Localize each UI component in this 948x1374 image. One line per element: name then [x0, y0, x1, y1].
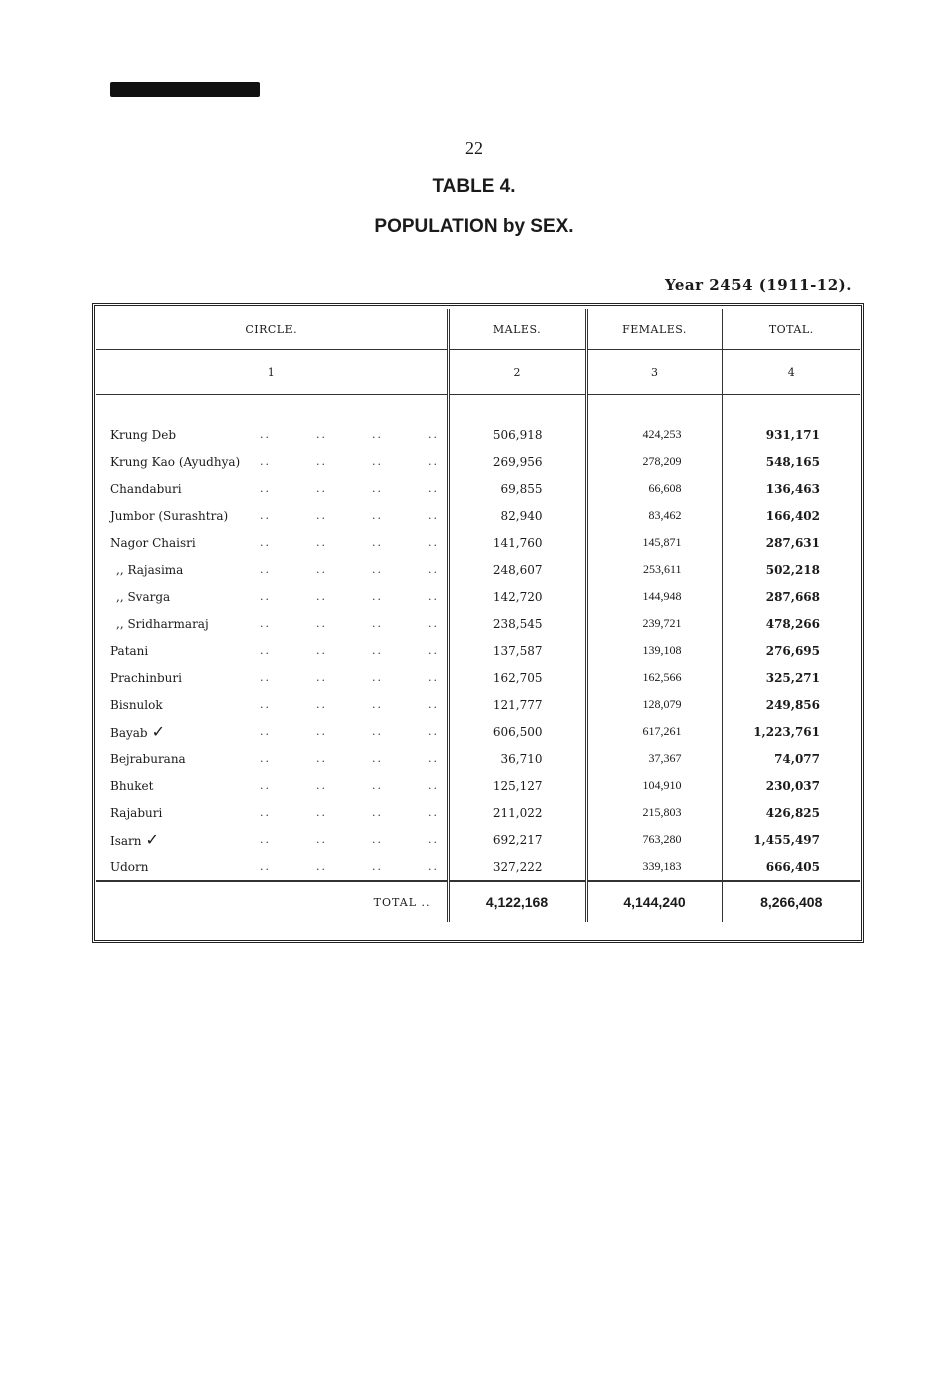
- females-cell: 162,566: [586, 664, 722, 691]
- circle-cell: [96, 556, 448, 583]
- females-cell: 424,253: [586, 421, 722, 448]
- table-row: [96, 691, 860, 718]
- circle-cell: [96, 826, 448, 853]
- males-cell: 36,710: [448, 745, 586, 772]
- leader-dots: .. .. .. ..: [260, 698, 439, 711]
- leader-dots: .. .. .. ..: [260, 725, 439, 738]
- table-row: [96, 583, 860, 610]
- check-mark-icon: ✓: [151, 722, 165, 741]
- table-row: [96, 637, 860, 664]
- males-cell: 269,956: [448, 448, 586, 475]
- leader-dots: .. .. .. ..: [260, 806, 439, 819]
- circle-cell: [96, 637, 448, 664]
- males-cell: 506,918: [448, 421, 586, 448]
- leader-dots: .. .. .. ..: [260, 617, 439, 630]
- circle-cell: [96, 448, 448, 475]
- table-row: [96, 421, 860, 448]
- table-body: [96, 421, 860, 881]
- year-label: Year 2454 (1911-12).: [664, 276, 852, 294]
- circle-name: Nagor Chaisri: [110, 535, 196, 550]
- leader-dots: .. .. .. ..: [260, 482, 439, 495]
- males-cell: 248,607: [448, 556, 586, 583]
- circle-cell: [96, 475, 448, 502]
- females-cell: 278,209: [586, 448, 722, 475]
- circle-name: Prachinburi: [110, 670, 182, 685]
- leader-dots: .. .. .. ..: [260, 590, 439, 603]
- check-mark-icon: ✓: [145, 830, 159, 849]
- circle-cell: [96, 718, 448, 745]
- circle-name: Bejraburana: [110, 751, 186, 766]
- leader-dots: .. .. .. ..: [260, 860, 439, 873]
- leader-dots: .. .. .. ..: [260, 455, 439, 468]
- total-cell: 230,037: [765, 778, 820, 793]
- total-cell: 276,695: [765, 643, 820, 658]
- redacted-header-mark: [110, 82, 260, 97]
- males-cell: 162,705: [448, 664, 586, 691]
- col-header-males: MALES.: [448, 309, 586, 350]
- males-cell: 211,022: [448, 799, 586, 826]
- circle-name: Bayab: [110, 726, 148, 740]
- leader-dots: .. .. .. ..: [260, 536, 439, 549]
- circle-cell: [96, 691, 448, 718]
- table-row: [96, 610, 860, 637]
- circle-cell: [96, 502, 448, 529]
- table-row: [96, 556, 860, 583]
- males-cell: 142,720: [448, 583, 586, 610]
- total-cell: 931,171: [765, 427, 820, 442]
- total-cell: 1,455,497: [753, 832, 820, 847]
- males-cell: 69,855: [448, 475, 586, 502]
- column-number-row: [96, 350, 860, 395]
- circle-name: ,, Sridharmaraj: [116, 616, 209, 631]
- circle-cell: [96, 799, 448, 826]
- circle-cell: [96, 610, 448, 637]
- leader-dots: .. .. .. ..: [260, 671, 439, 684]
- leader-dots: .. .. .. ..: [260, 428, 439, 441]
- circle-name: Krung Kao (Ayudhya): [110, 454, 241, 469]
- females-cell: 128,079: [586, 691, 722, 718]
- females-cell: 339,183: [586, 853, 722, 881]
- table-row: [96, 475, 860, 502]
- table-row: [96, 799, 860, 826]
- total-cell: 1,223,761: [753, 724, 820, 739]
- circle-cell: [96, 772, 448, 799]
- females-cell: 83,462: [586, 502, 722, 529]
- females-cell: 763,280: [586, 826, 722, 853]
- circle-cell: [96, 529, 448, 556]
- total-cell: 478,266: [765, 616, 820, 631]
- circle-cell: [96, 583, 448, 610]
- table-row: [96, 745, 860, 772]
- total-cell: 325,271: [765, 670, 820, 685]
- males-cell: 327,222: [448, 853, 586, 881]
- females-cell: 66,608: [586, 475, 722, 502]
- females-cell: 139,108: [586, 637, 722, 664]
- page-number: 22: [465, 138, 483, 158]
- males-cell: 692,217: [448, 826, 586, 853]
- total-cell: 249,856: [765, 697, 820, 712]
- females-cell: 253,611: [586, 556, 722, 583]
- females-cell: 215,803: [586, 799, 722, 826]
- spacer-row: [96, 395, 860, 422]
- circle-name: Patani: [110, 643, 149, 658]
- females-cell: 617,261: [586, 718, 722, 745]
- leader-dots: .. .. .. ..: [260, 833, 439, 846]
- circle-name: Udorn: [110, 859, 149, 874]
- col-number-1: 1: [96, 350, 448, 395]
- circle-name: Krung Deb: [110, 427, 177, 442]
- table-row: [96, 772, 860, 799]
- males-cell: 238,545: [448, 610, 586, 637]
- circle-name: ,, Svarga: [116, 589, 171, 604]
- total-cell: 136,463: [765, 481, 820, 496]
- col-number-2: 2: [448, 350, 586, 395]
- males-cell: 82,940: [448, 502, 586, 529]
- females-cell: 104,910: [586, 772, 722, 799]
- females-cell: 145,871: [586, 529, 722, 556]
- table-row: [96, 826, 860, 853]
- total-cell: 666,405: [765, 859, 820, 874]
- total-cell: 502,218: [765, 562, 820, 577]
- table-subtitle: POPULATION by SEX.: [374, 216, 574, 237]
- circle-name: Isarn: [110, 834, 142, 848]
- total-males: 4,122,168: [448, 881, 586, 922]
- total-row: [96, 881, 860, 922]
- circle-cell: [96, 853, 448, 881]
- males-cell: 606,500: [448, 718, 586, 745]
- total-females: 4,144,240: [586, 881, 722, 922]
- table-row: [96, 853, 860, 881]
- circle-name: Chandaburi: [110, 481, 182, 496]
- total-cell: 548,165: [765, 454, 820, 469]
- females-cell: 37,367: [586, 745, 722, 772]
- table-row: [96, 529, 860, 556]
- total-cell: 74,077: [774, 751, 820, 766]
- leader-dots: .. .. .. ..: [260, 752, 439, 765]
- table-title: TABLE 4.: [432, 176, 516, 197]
- col-header-total: TOTAL.: [722, 309, 860, 350]
- population-table: [96, 309, 860, 922]
- total-cell: 166,402: [765, 508, 820, 523]
- total-cell: 426,825: [765, 805, 820, 820]
- leader-dots: .. .. .. ..: [260, 644, 439, 657]
- circle-cell: [96, 664, 448, 691]
- leader-dots: .. .. .. ..: [260, 509, 439, 522]
- table-row: [96, 664, 860, 691]
- males-cell: 121,777: [448, 691, 586, 718]
- leader-dots: .. .. .. ..: [260, 779, 439, 792]
- col-number-4: 4: [722, 350, 860, 395]
- circle-name: Rajaburi: [110, 805, 163, 820]
- total-cell: 287,668: [765, 589, 820, 604]
- total-total: 8,266,408: [722, 881, 860, 922]
- leader-dots: .. .. .. ..: [260, 563, 439, 576]
- table-row: [96, 718, 860, 745]
- total-cell: 287,631: [765, 535, 820, 550]
- females-cell: 144,948: [586, 583, 722, 610]
- circle-cell: [96, 421, 448, 448]
- table-row: [96, 502, 860, 529]
- circle-cell: [96, 745, 448, 772]
- females-cell: 239,721: [586, 610, 722, 637]
- table-row: [96, 448, 860, 475]
- circle-name: ,, Rajasima: [116, 562, 184, 577]
- col-number-3: 3: [586, 350, 722, 395]
- circle-name: Bhuket: [110, 778, 154, 793]
- males-cell: 141,760: [448, 529, 586, 556]
- males-cell: 125,127: [448, 772, 586, 799]
- header-row: [96, 309, 860, 350]
- circle-name: Jumbor (Surashtra): [110, 508, 229, 523]
- col-header-circle: CIRCLE.: [96, 309, 448, 350]
- circle-name: Bisnulok: [110, 697, 163, 712]
- col-header-females: FEMALES.: [586, 309, 722, 350]
- males-cell: 137,587: [448, 637, 586, 664]
- total-label: TOTAL ..: [96, 881, 448, 922]
